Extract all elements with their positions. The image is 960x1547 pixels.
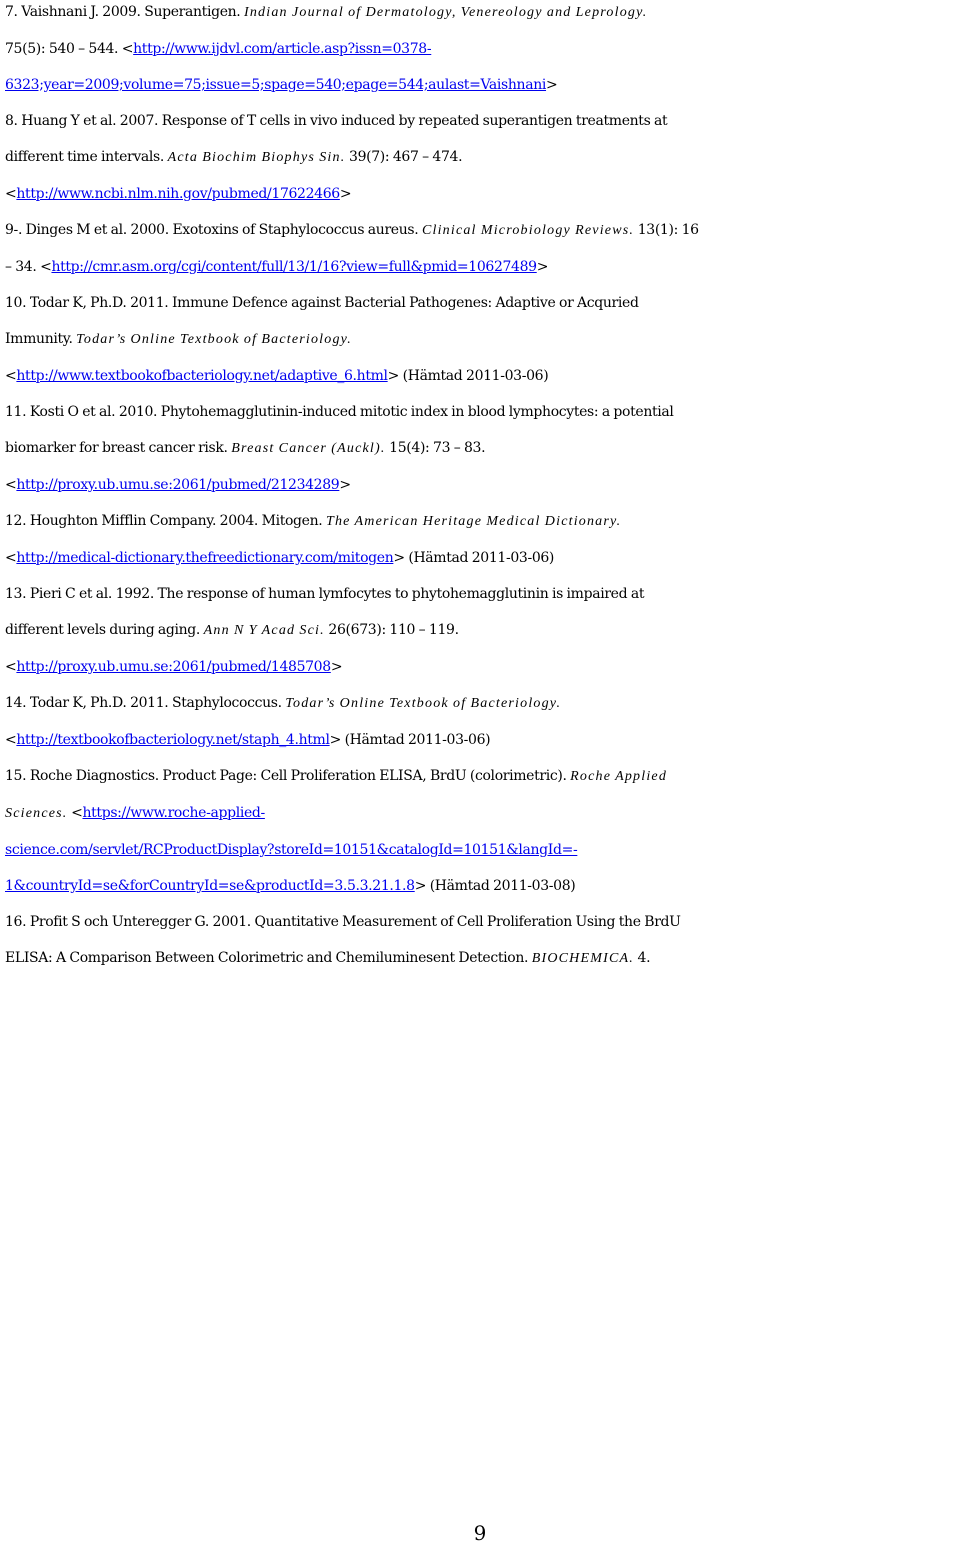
ref-text: 15. Roche Diagnostics. Product Page: Cell Proliferation ELISA, BrdU (colorimetric). — [5, 768, 571, 784]
reference-line — [5, 612, 957, 649]
ref-text: ELISA: A Comparison Between Colorimetric and Chemiluminesent Detection. — [5, 950, 532, 966]
ref-text: < — [5, 368, 17, 384]
ref-text: < — [5, 550, 17, 566]
ref-text: 13(1): 16 — [634, 222, 699, 238]
ref-text: 7. Vaishnani J. 2009. Superantigen. — [5, 4, 244, 20]
ref-text: 14. Todar K, Ph.D. 2011. Staphylococcus. — [5, 695, 286, 711]
reference-line — [5, 722, 957, 758]
ref-link[interactable]: http://proxy.ub.umu.se:2061/pubmed/1485708 — [16, 659, 331, 675]
ref-text: > (Hämtad 2011-03-08) — [414, 878, 576, 894]
ref-journal: Ann N Y Acad Sci. — [203, 623, 325, 638]
reference-line — [5, 249, 957, 285]
ref-text: > — [536, 259, 549, 275]
ref-text: 15(4): 73 – 83. — [385, 440, 486, 456]
ref-journal: BIOCHEMICA. — [531, 951, 634, 966]
ref-text: > — [546, 77, 558, 93]
reference-line — [5, 832, 957, 868]
reference-line — [5, 576, 957, 612]
ref-text: 75(5): 540 – 544. < — [5, 41, 134, 57]
ref-link[interactable]: http://medical-dictionary.thefreedictionary.com/mitogen — [16, 550, 394, 566]
reference-line — [5, 868, 957, 904]
reference-line — [5, 904, 957, 940]
reference-line — [5, 67, 957, 103]
ref-text: > — [339, 477, 351, 493]
reference-line — [5, 758, 957, 795]
ref-text: 4. — [633, 950, 651, 966]
reference-line — [5, 467, 957, 503]
ref-link[interactable]: https://www.roche-applied- — [82, 805, 265, 821]
ref-journal: Acta Biochim Biophys Sin. — [167, 150, 346, 165]
ref-text: – 34. < — [5, 259, 52, 275]
ref-text: < — [5, 186, 17, 202]
ref-text: 11. Kosti O et al. 2010. Phytohemagglutinin-induced mitotic index in blood lymphocytes: a potential — [5, 404, 674, 420]
ref-text: < — [5, 732, 17, 748]
ref-journal: Clinical Microbiology Reviews. — [421, 223, 635, 238]
ref-link[interactable]: 1&countryId=se&forCountryId=se&productId=3.5.3.21.1.8 — [5, 878, 415, 894]
reference-line — [5, 940, 957, 977]
ref-journal: Breast Cancer (Auckl). — [231, 441, 386, 456]
reference-line — [5, 321, 957, 358]
reference-line — [5, 103, 957, 139]
ref-text: < — [67, 805, 83, 821]
ref-link[interactable]: http://textbookofbacteriology.net/staph_4.html — [16, 732, 330, 748]
ref-text: 12. Houghton Mifflin Company. 2004. Mitogen. — [5, 513, 326, 529]
reference-line — [5, 430, 957, 467]
ref-text: < — [5, 659, 17, 675]
ref-text: 9-. Dinges M et al. 2000. Exotoxins of Staphylococcus aureus. — [5, 222, 422, 238]
reference-list — [5, 0, 957, 977]
ref-text: different levels during aging. — [5, 622, 204, 638]
reference-line — [5, 503, 957, 540]
ref-link[interactable]: http://proxy.ub.umu.se:2061/pubmed/21234289 — [16, 477, 340, 493]
ref-text: > (Hämtad 2011-03-06) — [329, 732, 491, 748]
ref-text: 13. Pieri C et al. 1992. The response of human lymfocytes to phytohemagglutinin is impaired at — [5, 586, 645, 602]
ref-journal: Roche Applied — [570, 769, 668, 784]
page-number: 9 — [473, 1521, 487, 1545]
reference-line — [5, 31, 957, 67]
reference-line — [5, 176, 957, 212]
reference-line — [5, 212, 957, 249]
ref-journal: Todar’s Online Textbook of Bacteriology. — [76, 332, 353, 347]
reference-line — [5, 795, 957, 832]
reference-line — [5, 139, 957, 176]
ref-journal: Indian Journal of Dermatology, Venereology and Leprology. — [244, 5, 648, 20]
ref-text: 8. Huang Y et al. 2007. Response of T cells in vivo induced by repeated superantigen treatments at — [5, 113, 668, 129]
ref-text: different time intervals. — [5, 149, 168, 165]
ref-text: > (Hämtad 2011-03-06) — [393, 550, 555, 566]
reference-line — [5, 0, 957, 31]
ref-text: 16. Profit S och Unteregger G. 2001. Quantitative Measurement of Cell Proliferation Using the BrdU — [5, 914, 681, 930]
ref-journal: The American Heritage Medical Dictionary. — [325, 514, 622, 529]
ref-link[interactable]: science.com/servlet/RCProductDisplay?storeId=10151&catalogId=10151&langId=- — [5, 842, 578, 858]
ref-link[interactable]: http://www.ncbi.nlm.nih.gov/pubmed/17622466 — [16, 186, 340, 202]
ref-link[interactable]: http://www.ijdvl.com/article.asp?issn=0378- — [133, 41, 432, 57]
ref-text: Immunity. — [5, 331, 77, 347]
ref-text: biomarker for breast cancer risk. — [5, 440, 232, 456]
ref-text: 10. Todar K, Ph.D. 2011. Immune Defence against Bacterial Pathogenes: Adaptive or Acquried — [5, 295, 639, 311]
ref-text: < — [5, 477, 17, 493]
reference-line — [5, 358, 957, 394]
ref-link[interactable]: http://cmr.asm.org/cgi/content/full/13/1/16?view=full&pmid=10627489 — [51, 259, 537, 275]
reference-line — [5, 285, 957, 321]
ref-link[interactable]: http://www.textbookofbacteriology.net/adaptive_6.html — [16, 368, 388, 384]
reference-line — [5, 649, 957, 685]
reference-line — [5, 394, 957, 430]
ref-text: > — [330, 659, 343, 675]
ref-text: 26(673): 110 – 119. — [324, 622, 459, 638]
ref-text: > (Hämtad 2011-03-06) — [387, 368, 549, 384]
reference-line — [5, 685, 957, 722]
ref-journal: Sciences. — [5, 806, 68, 821]
ref-journal: Todar’s Online Textbook of Bacteriology. — [285, 696, 562, 711]
ref-text: 39(7): 467 – 474. — [345, 149, 463, 165]
ref-text: > — [339, 186, 352, 202]
ref-link[interactable]: 6323;year=2009;volume=75;issue=5;spage=540;epage=544;aulast=Vaishnani — [5, 77, 547, 93]
reference-line — [5, 540, 957, 576]
